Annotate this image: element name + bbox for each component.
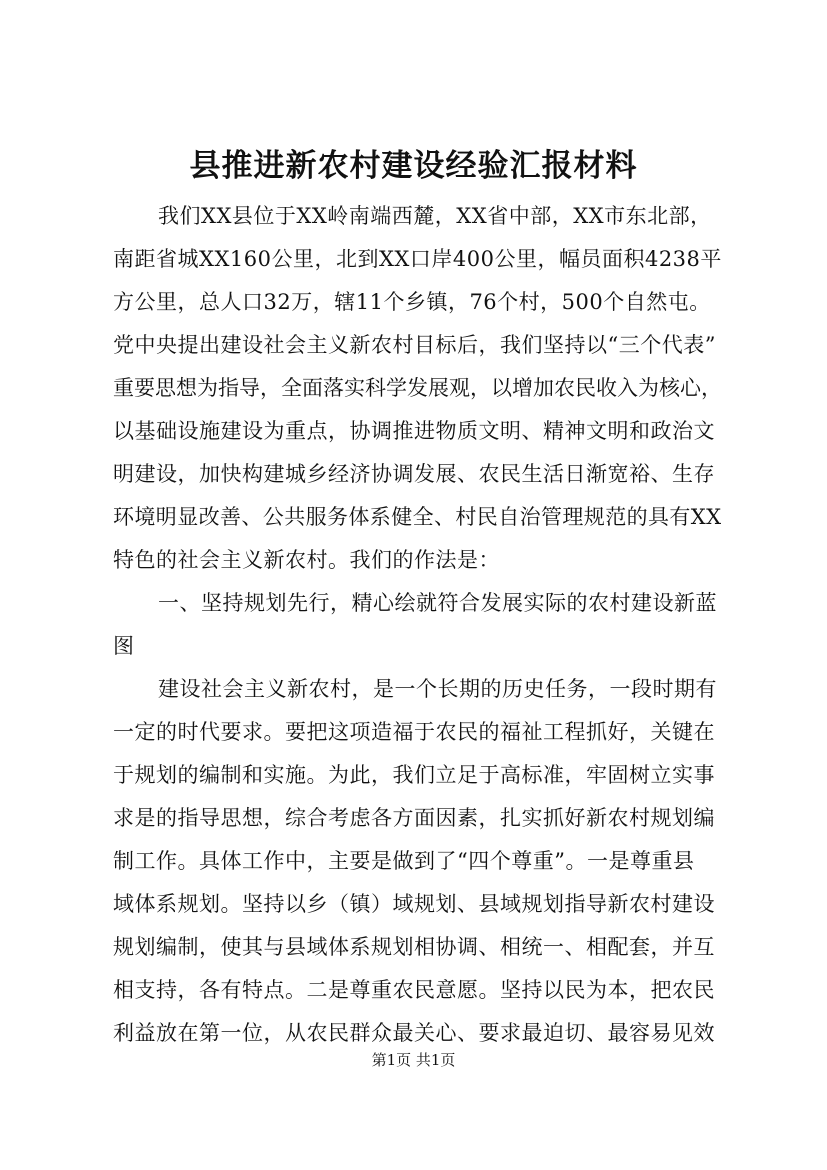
body-line: 利益放在第一位，从农民群众最关心、要求最迫切、最容易见效 bbox=[113, 1021, 715, 1045]
body-line: 我们XX县位于XX岭南端西麓，XX省中部，XX市东北部， bbox=[158, 204, 712, 228]
body-line: 域体系规划。坚持以乡（镇）域规划、县域规划指导新农村建设 bbox=[113, 892, 715, 916]
body-line: 规划编制，使其与县域体系规划相协调、相统一、相配套，并互 bbox=[113, 935, 715, 959]
body-line: 环境明显改善、公共服务体系健全、村民自治管理规范的具有XX bbox=[113, 505, 722, 529]
body-line: 制工作。具体工作中，主要是做到了“四个尊重”。一是尊重县 bbox=[113, 849, 695, 873]
body-line: 明建设，加快构建城乡经济协调发展、农民生活日渐宽裕、生存 bbox=[113, 462, 715, 486]
body-line: 重要思想为指导，全面落实科学发展观，以增加农民收入为核心， bbox=[113, 376, 722, 400]
body-line: 一定的时代要求。要把这项造福于农民的福祉工程抓好，关键在 bbox=[113, 720, 715, 744]
body-line: 南距省城XX160公里，北到XX口岸400公里，幅员面积4238平 bbox=[113, 247, 722, 271]
section-heading-line: 图 bbox=[113, 634, 135, 658]
body-line: 特色的社会主义新农村。我们的作法是： bbox=[113, 548, 500, 572]
body-line: 以基础设施建设为重点，协调推进物质文明、精神文明和政治文 bbox=[113, 419, 715, 443]
body-line: 方公里，总人口32万，辖11个乡镇，76个村，500个自然屯。 bbox=[113, 290, 711, 314]
body-line: 党中央提出建设社会主义新农村目标后，我们坚持以“三个代表” bbox=[113, 333, 716, 357]
body-line: 建设社会主义新农村，是一个长期的历史任务，一段时期有 bbox=[158, 677, 717, 701]
body-line: 于规划的编制和实施。为此，我们立足于高标准，牢固树立实事 bbox=[113, 763, 715, 787]
body-line: 求是的指导思想，综合考虑各方面因素，扎实抓好新农村规划编 bbox=[113, 806, 715, 830]
page-number-footer: 第1页 共1页 bbox=[371, 1051, 456, 1069]
section-heading-line: 一、坚持规划先行，精心绘就符合发展实际的农村建设新蓝 bbox=[158, 591, 717, 615]
body-line: 相支持，各有特点。二是尊重农民意愿。坚持以民为本，把农民 bbox=[113, 978, 715, 1002]
document-title: 县推进新农村建设经验汇报材料 bbox=[189, 148, 638, 184]
